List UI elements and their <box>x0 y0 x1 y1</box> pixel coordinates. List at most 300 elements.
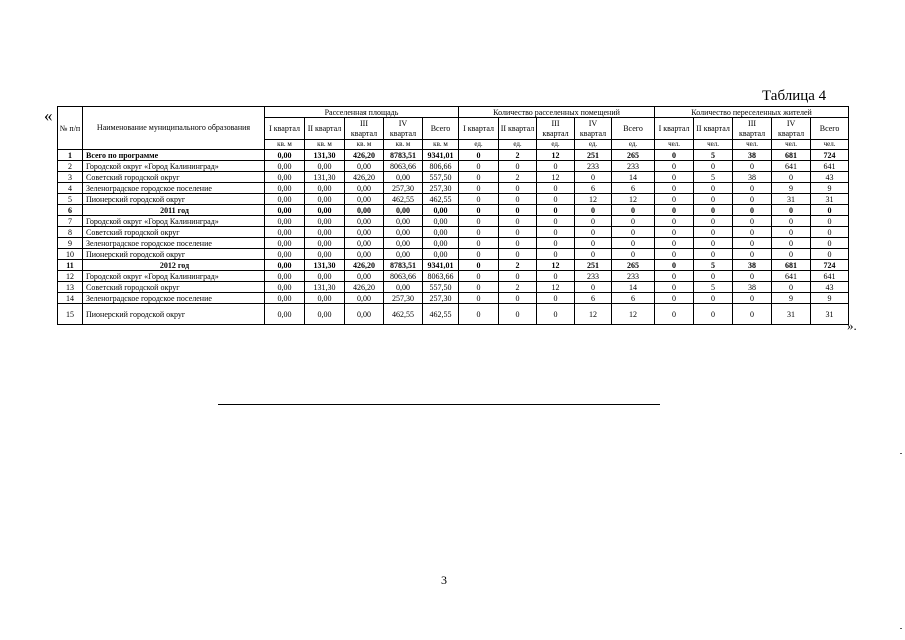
municipality-name-cell: Городской округ «Город Калининград» <box>83 161 265 172</box>
value-cell: 0 <box>612 238 655 249</box>
row-number-cell: 13 <box>58 282 83 293</box>
value-cell: 0,00 <box>305 293 345 304</box>
value-cell: 0,00 <box>305 216 345 227</box>
value-cell: 0 <box>459 260 499 271</box>
quarter-header-cell: II квартал <box>305 118 345 140</box>
quarter-header-cell: III квартал <box>733 118 772 140</box>
value-cell: 12 <box>537 260 575 271</box>
value-cell: 12 <box>537 150 575 161</box>
value-cell: 0 <box>772 227 811 238</box>
value-cell: 681 <box>772 150 811 161</box>
value-cell: 0 <box>733 293 772 304</box>
value-cell: 0,00 <box>265 293 305 304</box>
value-cell: 0,00 <box>345 194 384 205</box>
value-cell: 0 <box>772 205 811 216</box>
value-cell: 131,30 <box>305 282 345 293</box>
value-cell: 0 <box>694 271 733 282</box>
value-cell: 257,30 <box>423 293 459 304</box>
value-cell: 0 <box>499 304 537 325</box>
table-row <box>58 205 849 216</box>
value-cell: 0,00 <box>384 249 423 260</box>
value-cell: 0,00 <box>345 183 384 194</box>
value-cell: 12 <box>537 172 575 183</box>
value-cell: 265 <box>612 150 655 161</box>
value-cell: 0 <box>655 260 694 271</box>
value-cell: 251 <box>575 260 612 271</box>
value-cell: 0,00 <box>305 227 345 238</box>
value-cell: 0 <box>575 238 612 249</box>
value-cell: 0 <box>694 216 733 227</box>
row-number-cell: 14 <box>58 293 83 304</box>
value-cell: 233 <box>575 161 612 172</box>
value-cell: 0 <box>499 271 537 282</box>
municipality-name-cell: Пионерский городской округ <box>83 194 265 205</box>
unit-header-cell: чел. <box>733 140 772 150</box>
value-cell: 0,00 <box>265 172 305 183</box>
value-cell: 12 <box>612 304 655 325</box>
value-cell: 0 <box>537 238 575 249</box>
value-cell: 38 <box>733 150 772 161</box>
value-cell: 8063,66 <box>384 271 423 282</box>
value-cell: 31 <box>811 194 849 205</box>
value-cell: 0,00 <box>265 249 305 260</box>
value-cell: 0 <box>733 161 772 172</box>
value-cell: 0 <box>459 282 499 293</box>
value-cell: 2 <box>499 172 537 183</box>
value-cell: 0 <box>499 216 537 227</box>
table-body <box>58 150 849 325</box>
value-cell: 462,55 <box>384 304 423 325</box>
value-cell: 6 <box>612 293 655 304</box>
value-cell: 0 <box>459 293 499 304</box>
unit-header-cell: ед. <box>612 140 655 150</box>
value-cell: 0 <box>459 271 499 282</box>
value-cell: 0 <box>612 249 655 260</box>
value-cell: 8783,51 <box>384 150 423 161</box>
value-cell: 5 <box>694 260 733 271</box>
value-cell: 0,00 <box>265 271 305 282</box>
value-cell: 0 <box>733 216 772 227</box>
row-number-cell: 4 <box>58 183 83 194</box>
value-cell: 0 <box>772 216 811 227</box>
value-cell: 0,00 <box>305 271 345 282</box>
unit-header-cell: ед. <box>537 140 575 150</box>
scan-speck <box>900 453 902 454</box>
unit-header-cell: чел. <box>772 140 811 150</box>
value-cell: 0,00 <box>265 282 305 293</box>
row-number-cell: 10 <box>58 249 83 260</box>
value-cell: 0 <box>459 227 499 238</box>
value-cell: 9 <box>772 293 811 304</box>
value-cell: 0,00 <box>305 304 345 325</box>
value-cell: 557,50 <box>423 282 459 293</box>
municipality-name-cell: Городской округ «Город Калининград» <box>83 216 265 227</box>
value-cell: 0,00 <box>423 216 459 227</box>
value-cell: 0 <box>537 249 575 260</box>
value-cell: 0 <box>459 216 499 227</box>
value-cell: 8063,66 <box>423 271 459 282</box>
value-cell: 0,00 <box>345 238 384 249</box>
table-row <box>58 172 849 183</box>
value-cell: 38 <box>733 282 772 293</box>
value-cell: 0,00 <box>384 205 423 216</box>
table-row <box>58 227 849 238</box>
value-cell: 0 <box>459 183 499 194</box>
quarter-header-cell: I квартал <box>459 118 499 140</box>
group-header-residents: Количество переселенных жителей <box>655 107 849 118</box>
value-cell: 43 <box>811 282 849 293</box>
value-cell: 2 <box>499 260 537 271</box>
value-cell: 0 <box>499 161 537 172</box>
unit-header-cell: кв. м <box>423 140 459 150</box>
unit-header-cell: кв. м <box>384 140 423 150</box>
value-cell: 257,30 <box>384 183 423 194</box>
value-cell: 426,20 <box>345 260 384 271</box>
table-caption: Таблица 4 <box>762 88 827 104</box>
value-cell: 0,00 <box>345 293 384 304</box>
value-cell: 641 <box>772 161 811 172</box>
value-cell: 0 <box>612 227 655 238</box>
value-cell: 0 <box>772 282 811 293</box>
value-cell: 0,00 <box>265 238 305 249</box>
row-number-cell: 5 <box>58 194 83 205</box>
value-cell: 0,00 <box>345 161 384 172</box>
value-cell: 0 <box>655 150 694 161</box>
unit-header-cell: кв. м <box>345 140 384 150</box>
table-row <box>58 194 849 205</box>
closing-quote-mark: ». <box>847 318 857 333</box>
value-cell: 0 <box>694 249 733 260</box>
value-cell: 0 <box>537 161 575 172</box>
value-cell: 0,00 <box>345 205 384 216</box>
value-cell: 12 <box>575 304 612 325</box>
value-cell: 724 <box>811 260 849 271</box>
value-cell: 8783,51 <box>384 260 423 271</box>
quarter-header-cell: Всего <box>423 118 459 140</box>
value-cell: 641 <box>811 161 849 172</box>
quarter-header-cell: II квартал <box>694 118 733 140</box>
value-cell: 9341,01 <box>423 260 459 271</box>
value-cell: 806,66 <box>423 161 459 172</box>
value-cell: 0 <box>655 238 694 249</box>
value-cell: 641 <box>811 271 849 282</box>
value-cell: 0 <box>655 161 694 172</box>
municipality-name-cell: Пионерский городской округ <box>83 304 265 325</box>
quarter-header-cell: Всего <box>612 118 655 140</box>
value-cell: 0 <box>655 227 694 238</box>
value-cell: 0 <box>575 282 612 293</box>
value-cell: 0 <box>612 205 655 216</box>
table-row <box>58 260 849 271</box>
value-cell: 0 <box>772 172 811 183</box>
municipality-name-cell: Зеленоградское городское поселение <box>83 293 265 304</box>
value-cell: 0,00 <box>305 161 345 172</box>
value-cell: 0 <box>811 238 849 249</box>
value-cell: 0 <box>459 194 499 205</box>
row-number-cell: 9 <box>58 238 83 249</box>
table-row <box>58 249 849 260</box>
value-cell: 0 <box>694 205 733 216</box>
opening-quote-mark: « <box>44 106 53 125</box>
value-cell: 0,00 <box>265 260 305 271</box>
municipality-name-cell: Городской округ «Город Калининград» <box>83 271 265 282</box>
value-cell: 0 <box>499 183 537 194</box>
value-cell: 5 <box>694 150 733 161</box>
municipality-name-cell: Советский городской округ <box>83 282 265 293</box>
table-row <box>58 150 849 161</box>
value-cell: 233 <box>612 161 655 172</box>
value-cell: 0 <box>537 183 575 194</box>
value-cell: 0 <box>733 249 772 260</box>
value-cell: 426,20 <box>345 172 384 183</box>
value-cell: 0,00 <box>423 238 459 249</box>
value-cell: 0 <box>694 227 733 238</box>
value-cell: 0 <box>655 194 694 205</box>
value-cell: 0 <box>694 293 733 304</box>
group-header-area: Расселенная площадь <box>265 107 459 118</box>
value-cell: 0 <box>575 249 612 260</box>
value-cell: 6 <box>612 183 655 194</box>
page-number: 3 <box>441 573 447 587</box>
value-cell: 0 <box>537 216 575 227</box>
value-cell: 0,00 <box>423 205 459 216</box>
quarter-header-cell: IV квартал <box>384 118 423 140</box>
value-cell: 0 <box>733 238 772 249</box>
municipality-name-cell: Зеленоградское городское поселение <box>83 238 265 249</box>
value-cell: 0,00 <box>384 227 423 238</box>
value-cell: 0 <box>459 238 499 249</box>
municipality-name-cell: Советский городской округ <box>83 227 265 238</box>
value-cell: 462,55 <box>384 194 423 205</box>
value-cell: 0 <box>499 227 537 238</box>
unit-header-cell: чел. <box>655 140 694 150</box>
value-cell: 0,00 <box>305 249 345 260</box>
value-cell: 9 <box>772 183 811 194</box>
table-header <box>58 107 849 150</box>
unit-header-cell: чел. <box>811 140 849 150</box>
row-number-cell: 15 <box>58 304 83 325</box>
value-cell: 0 <box>694 161 733 172</box>
table-row <box>58 282 849 293</box>
value-cell: 0 <box>459 150 499 161</box>
value-cell: 426,20 <box>345 282 384 293</box>
value-cell: 426,20 <box>345 150 384 161</box>
value-cell: 0 <box>537 293 575 304</box>
value-cell: 0,00 <box>305 238 345 249</box>
value-cell: 0 <box>733 194 772 205</box>
value-cell: 0 <box>811 216 849 227</box>
value-cell: 0 <box>499 205 537 216</box>
value-cell: 0 <box>499 238 537 249</box>
value-cell: 0 <box>575 172 612 183</box>
resettlement-table <box>57 106 849 325</box>
municipality-name-cell: Пионерский городской округ <box>83 249 265 260</box>
value-cell: 0,00 <box>305 183 345 194</box>
value-cell: 2 <box>499 150 537 161</box>
value-cell: 0 <box>655 249 694 260</box>
quarter-header-cell: IV квартал <box>772 118 811 140</box>
value-cell: 724 <box>811 150 849 161</box>
value-cell: 462,55 <box>423 304 459 325</box>
value-cell: 0 <box>655 282 694 293</box>
value-cell: 6 <box>575 293 612 304</box>
value-cell: 14 <box>612 282 655 293</box>
value-cell: 233 <box>612 271 655 282</box>
row-number-cell: 6 <box>58 205 83 216</box>
quarter-header-cell: IV квартал <box>575 118 612 140</box>
value-cell: 0,00 <box>265 150 305 161</box>
table-row <box>58 293 849 304</box>
value-cell: 257,30 <box>423 183 459 194</box>
value-cell: 0,00 <box>265 227 305 238</box>
row-number-cell: 2 <box>58 161 83 172</box>
unit-header-cell: кв. м <box>305 140 345 150</box>
value-cell: 0 <box>575 205 612 216</box>
table-row <box>58 161 849 172</box>
quarter-header-cell: III квартал <box>537 118 575 140</box>
value-cell: 0,00 <box>345 249 384 260</box>
municipality-name-cell: 2011 год <box>83 205 265 216</box>
value-cell: 0 <box>537 205 575 216</box>
value-cell: 0 <box>811 205 849 216</box>
value-cell: 0 <box>694 194 733 205</box>
quarter-header-cell: Всего <box>811 118 849 140</box>
value-cell: 0,00 <box>265 161 305 172</box>
value-cell: 5 <box>694 172 733 183</box>
value-cell: 0,00 <box>265 304 305 325</box>
value-cell: 0 <box>694 238 733 249</box>
value-cell: 0,00 <box>265 183 305 194</box>
table-row <box>58 271 849 282</box>
value-cell: 131,30 <box>305 150 345 161</box>
value-cell: 0 <box>772 249 811 260</box>
value-cell: 131,30 <box>305 172 345 183</box>
value-cell: 0 <box>733 227 772 238</box>
value-cell: 8063,66 <box>384 161 423 172</box>
value-cell: 0 <box>655 293 694 304</box>
value-cell: 0 <box>733 271 772 282</box>
value-cell: 12 <box>537 282 575 293</box>
table-row <box>58 183 849 194</box>
value-cell: 2 <box>499 282 537 293</box>
value-cell: 38 <box>733 172 772 183</box>
value-cell: 0 <box>499 249 537 260</box>
number-column-header: № п/п <box>58 107 83 150</box>
value-cell: 0 <box>537 194 575 205</box>
municipality-column-header: Наименование муниципального образования <box>83 107 265 150</box>
value-cell: 0 <box>459 304 499 325</box>
quarter-header-cell: I квартал <box>265 118 305 140</box>
value-cell: 0,00 <box>265 205 305 216</box>
value-cell: 0 <box>694 183 733 194</box>
value-cell: 0,00 <box>345 216 384 227</box>
value-cell: 0,00 <box>345 304 384 325</box>
table-row <box>58 216 849 227</box>
value-cell: 0 <box>537 271 575 282</box>
municipality-name-cell: Всего по программе <box>83 150 265 161</box>
value-cell: 0,00 <box>384 216 423 227</box>
value-cell: 31 <box>772 194 811 205</box>
municipality-name-cell: 2012 год <box>83 260 265 271</box>
value-cell: 0 <box>537 227 575 238</box>
quarter-header-cell: III квартал <box>345 118 384 140</box>
table-row <box>58 304 849 325</box>
value-cell: 257,30 <box>384 293 423 304</box>
row-number-cell: 7 <box>58 216 83 227</box>
row-number-cell: 1 <box>58 150 83 161</box>
value-cell: 38 <box>733 260 772 271</box>
value-cell: 0 <box>733 304 772 325</box>
value-cell: 0 <box>612 216 655 227</box>
value-cell: 9341,01 <box>423 150 459 161</box>
value-cell: 0 <box>575 216 612 227</box>
unit-header-cell: ед. <box>459 140 499 150</box>
value-cell: 641 <box>772 271 811 282</box>
value-cell: 0 <box>772 238 811 249</box>
unit-header-cell: кв. м <box>265 140 305 150</box>
value-cell: 0 <box>655 216 694 227</box>
value-cell: 0,00 <box>345 271 384 282</box>
horizontal-rule <box>218 404 660 405</box>
row-number-cell: 12 <box>58 271 83 282</box>
value-cell: 5 <box>694 282 733 293</box>
value-cell: 0 <box>655 205 694 216</box>
value-cell: 9 <box>811 183 849 194</box>
value-cell: 0 <box>655 183 694 194</box>
row-number-cell: 8 <box>58 227 83 238</box>
value-cell: 0 <box>537 304 575 325</box>
value-cell: 31 <box>811 304 849 325</box>
value-cell: 251 <box>575 150 612 161</box>
value-cell: 0 <box>459 249 499 260</box>
value-cell: 0,00 <box>305 205 345 216</box>
value-cell: 12 <box>575 194 612 205</box>
value-cell: 0 <box>499 293 537 304</box>
value-cell: 0 <box>733 183 772 194</box>
value-cell: 0 <box>655 172 694 183</box>
value-cell: 12 <box>612 194 655 205</box>
value-cell: 462,55 <box>423 194 459 205</box>
value-cell: 9 <box>811 293 849 304</box>
unit-header-cell: чел. <box>694 140 733 150</box>
scan-speck <box>900 628 902 629</box>
value-cell: 0,00 <box>384 282 423 293</box>
value-cell: 0,00 <box>265 194 305 205</box>
group-header-premises: Количество расселенных помещений <box>459 107 655 118</box>
value-cell: 0 <box>811 249 849 260</box>
value-cell: 0 <box>459 205 499 216</box>
quarter-header-cell: II квартал <box>499 118 537 140</box>
value-cell: 0,00 <box>305 194 345 205</box>
value-cell: 557,50 <box>423 172 459 183</box>
unit-header-cell: ед. <box>499 140 537 150</box>
value-cell: 0 <box>499 194 537 205</box>
value-cell: 0 <box>694 304 733 325</box>
value-cell: 43 <box>811 172 849 183</box>
value-cell: 681 <box>772 260 811 271</box>
quarter-header-cell: I квартал <box>655 118 694 140</box>
value-cell: 0 <box>811 227 849 238</box>
table-row <box>58 238 849 249</box>
value-cell: 265 <box>612 260 655 271</box>
value-cell: 31 <box>772 304 811 325</box>
value-cell: 233 <box>575 271 612 282</box>
value-cell: 0 <box>655 304 694 325</box>
value-cell: 14 <box>612 172 655 183</box>
value-cell: 0,00 <box>384 238 423 249</box>
value-cell: 131,30 <box>305 260 345 271</box>
value-cell: 0 <box>575 227 612 238</box>
